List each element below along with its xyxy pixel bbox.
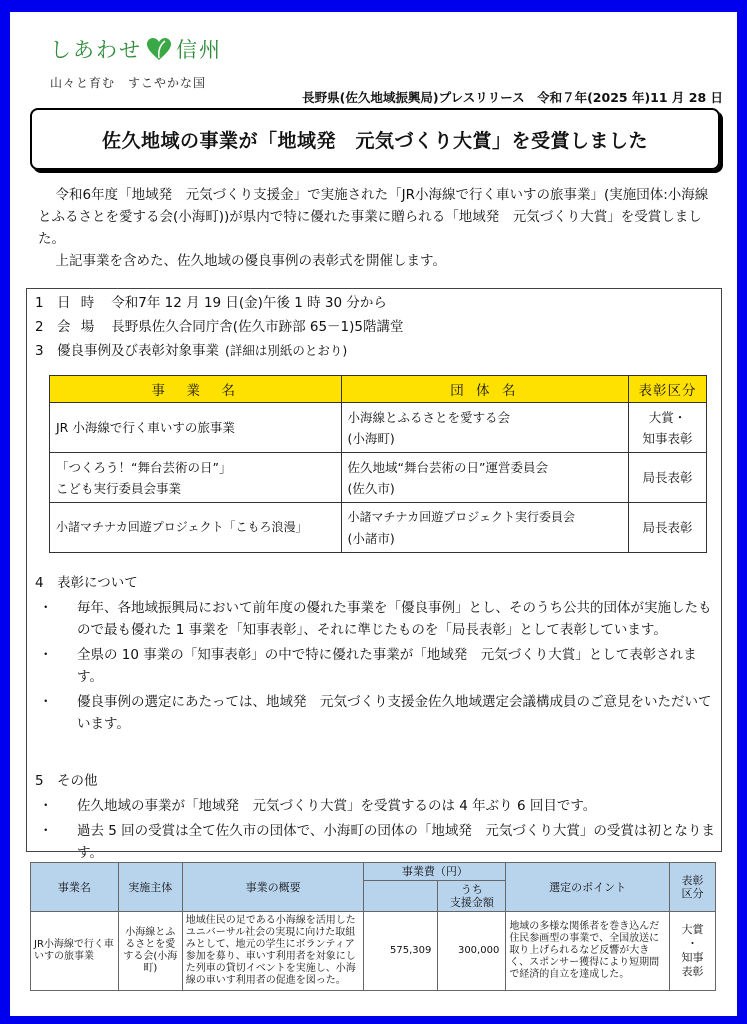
section-label: 日 時 <box>57 295 98 311</box>
intro-paragraph-1: 令和6年度「地域発 元気づくり支援金」で実施された「JR小海線で行く車いすの旅事業」(実施団体:小海線とふるさとを愛する会(小海町))が県内で特に優れた事業に贈られる「地域発 元気づくり大賞」を受賞しました。 <box>38 187 709 247</box>
section-label: 優良事例及び表彰対象事業 <box>57 343 219 359</box>
cell-award <box>670 912 716 991</box>
project-line: 「つくろう！“舞台芸術の日”」 <box>56 459 232 475</box>
section-value: 令和7年 12 月 19 日(金)午後 1 時 30 分から <box>111 295 387 311</box>
table-row <box>50 453 707 503</box>
page-title: 佐久地域の事業が「地域発 元気づくり大賞」を受賞しました <box>101 129 648 152</box>
cell-org <box>341 403 629 453</box>
table-row <box>50 503 707 553</box>
org-town: (佐久市) <box>347 480 395 496</box>
award-line: 表彰 <box>681 965 704 978</box>
org-name: 小海線とふるさとを愛する会 <box>347 409 511 425</box>
content-frame <box>26 288 722 861</box>
section-1-datetime <box>35 293 387 313</box>
header-project: 事 業 名 <box>50 376 342 403</box>
cell-project: JR小海線で行く車いすの旅事業 <box>31 912 119 991</box>
cell-cost: 575,309 <box>364 912 438 991</box>
header-point: 選定のポイント <box>506 863 670 912</box>
logo-text-right: 信州 <box>176 38 222 62</box>
release-info: 長野県(佐久地域振興局)プレスリリース 令和７年(2025 年)11 月 28 日 <box>302 90 723 105</box>
award-line: 大賞 <box>681 923 704 936</box>
cell-award: 局長表彰 <box>629 503 707 553</box>
header-project: 事業名 <box>31 863 119 912</box>
section-3-projects <box>35 341 347 361</box>
green-heart-icon <box>146 37 172 61</box>
header-cost: 事業費（円） <box>364 863 506 881</box>
org-name: 小諸マチナカ回遊プロジェクト実行委員会 <box>347 509 576 524</box>
award-line: ・ <box>687 937 698 950</box>
intro-text <box>38 184 720 272</box>
table-row <box>50 403 707 453</box>
bullet-mark: ・ <box>39 694 53 710</box>
list-item <box>35 597 715 641</box>
header-award-line: 表彰 <box>681 874 704 887</box>
cell-point: 地域の多様な関係者を巻き込んだ住民参画型の事業で、全国放送に取り上げられるなど反響が大きく、スポンサー獲得により短期間で経済的自立を達成した。 <box>506 912 670 991</box>
bullet-text: 佐久地域の事業が「地域発 元気づくり大賞」を受賞するのは 4 年ぶり 6 回目です。 <box>77 798 597 814</box>
award-line: 知事表彰 <box>642 430 693 446</box>
cell-project: JR 小海線で行く車いすの旅事業 <box>50 403 342 453</box>
header-cost-blank <box>364 881 438 912</box>
intro-paragraph-2: 上記事業を含めた、佐久地域の優良事例の表彰式を開催します。 <box>55 253 446 269</box>
org-town: (小諸市) <box>347 530 395 546</box>
section-label: その他 <box>57 773 98 789</box>
project-line: こども実行委員会事業 <box>56 480 182 496</box>
bullet-text: 全県の 10 事業の「知事表彰」の中で特に優れた事業が「地域発 元気づくり大賞」として表彰されます。 <box>77 647 697 685</box>
list-item <box>35 795 715 817</box>
list-item <box>35 820 715 864</box>
section-5-bullets <box>35 795 715 867</box>
section-number: 2 <box>35 319 44 335</box>
list-item <box>35 691 715 735</box>
bullet-text: 過去 5 回の受賞は全て佐久市の団体で、小海町の団体の「地域発 元気づくり大賞」の受賞は初となります。 <box>77 823 715 861</box>
bullet-mark: ・ <box>39 600 53 616</box>
bullet-mark: ・ <box>39 823 53 839</box>
header-summary: 事業の概要 <box>182 863 364 912</box>
bullet-text: 優良事例の選定にあたっては、地域発 元気づくり支援金佐久地域選定会議構成員のご意見をいただいています。 <box>77 694 712 732</box>
logo-subtitle: 山々と育む すこやかな国 <box>50 76 207 90</box>
award-table <box>49 375 707 553</box>
section-value: 長野県佐久合同庁舎(佐久市跡部 65－1)5階講堂 <box>111 319 404 335</box>
table-header-row <box>50 376 707 403</box>
detail-header-row <box>31 863 716 881</box>
section-2-venue <box>35 317 403 337</box>
cell-award: 局長表彰 <box>629 453 707 503</box>
section-number: 4 <box>35 575 44 591</box>
cell-project: 小諸マチナカ回遊プロジェクト「こもろ浪漫」 <box>50 503 342 553</box>
cell-project <box>50 453 342 503</box>
award-line: 知事 <box>681 951 704 964</box>
header-subsidy <box>438 881 506 912</box>
cell-org <box>341 453 629 503</box>
section-label: 会 場 <box>57 319 98 335</box>
bullet-mark: ・ <box>39 798 53 814</box>
bullet-mark: ・ <box>39 647 53 663</box>
press-release-page <box>10 12 737 1016</box>
section-note: (詳細は別紙のとおり) <box>225 343 348 358</box>
org-name: 佐久地域“舞台芸術の日”運営委員会 <box>347 459 548 475</box>
section-5-other <box>35 771 98 791</box>
header-subsidy-line: うち <box>460 883 483 896</box>
cell-subsidy: 300,000 <box>438 912 506 991</box>
logo-text-left: しあわせ <box>50 38 142 62</box>
section-number: 5 <box>35 773 44 789</box>
table-row <box>31 912 716 991</box>
section-number: 3 <box>35 343 44 359</box>
header-award: 表彰区分 <box>629 376 707 403</box>
bullet-text: 毎年、各地域振興局において前年度の優れた事業を「優良事例」とし、そのうち公共的団体が実施したもので最も優れた 1 事業を「知事表彰」、それに準じたものを「局長表彰」として表彰しています。 <box>77 600 712 638</box>
title-box <box>30 108 720 170</box>
award-line: 大賞・ <box>648 409 687 425</box>
section-4-bullets <box>35 597 715 738</box>
cell-org: 小海線とふるさとを愛する会(小海町) <box>118 912 182 991</box>
section-4-awards <box>35 573 138 593</box>
cell-award <box>629 403 707 453</box>
header-award <box>670 863 716 912</box>
org-town: (小海町) <box>347 430 395 446</box>
header-subsidy-line: 支援金額 <box>449 896 494 909</box>
header-org: 団 体 名 <box>341 376 629 403</box>
cell-org <box>341 503 629 553</box>
header-award-line: 区分 <box>681 887 704 900</box>
section-number: 1 <box>35 295 44 311</box>
detail-table <box>30 862 716 991</box>
cell-summary: 地域住民の足である小海線を活用したユニバーサル社会の実現に向けた取組みとして、地元の学生にボランティア参加を募り、車いす利用者を対象にした列車の貸切イベントを実施し、小海線の車いす利用者の促進を図った。 <box>182 912 364 991</box>
shiawase-shinshu-logo <box>50 34 222 91</box>
list-item <box>35 644 715 688</box>
header-org: 実施主体 <box>118 863 182 912</box>
section-label: 表彰について <box>57 575 138 591</box>
